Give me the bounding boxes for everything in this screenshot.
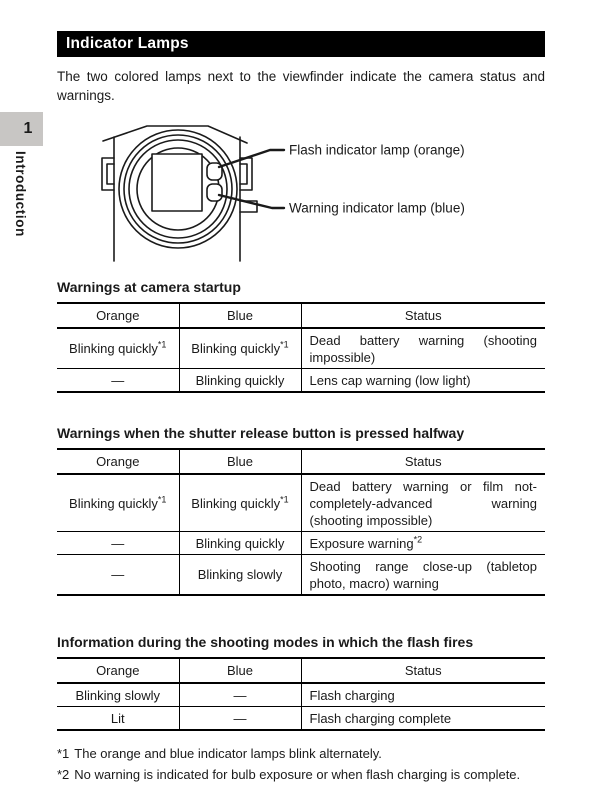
table-cell: Blinking quickly <box>179 369 301 393</box>
footnote-text: The orange and blue indicator lamps blink alternately. <box>74 746 382 761</box>
table-title-flash-modes: Information during the shooting modes in which the flash fires <box>57 634 474 650</box>
footnotes <box>57 744 545 784</box>
table-warnings-startup <box>57 302 545 393</box>
table-cell: Lit <box>57 707 179 731</box>
right-strap-lug <box>240 158 252 190</box>
table-header-row <box>57 303 545 328</box>
table-row <box>57 474 545 532</box>
table-cell: Dead battery warning or film not-completely-advanced warning (shooting impossible) <box>301 474 545 532</box>
column-header-status: Status <box>301 449 545 474</box>
table-row <box>57 369 545 393</box>
table-cell: Blinking quickly$^{*1}$ <box>69 339 167 356</box>
table-cell: Blinking slowly <box>179 555 301 596</box>
intro-paragraph: The two colored lamps next to the viewfinder indicate the camera status and warnings. <box>57 69 545 103</box>
table-cell: Flash charging complete <box>301 707 545 731</box>
table-cell: Blinking quickly$^{*1}$ <box>179 474 301 532</box>
column-header-status: Status <box>301 303 545 328</box>
table-flash-info <box>57 657 545 731</box>
chapter-number: 1 <box>23 120 33 137</box>
table-cell: Shooting range close-up (tabletop photo, macro) warning <box>301 555 545 596</box>
table-cell: Dead battery warning (shooting impossible) <box>301 328 545 369</box>
column-header-orange: Orange <box>57 658 179 683</box>
column-header-status: Status <box>301 658 545 683</box>
table-header-row <box>57 449 545 474</box>
table-row <box>57 683 545 707</box>
table-cell: — <box>57 532 179 555</box>
camera-diagram-figure <box>57 111 545 273</box>
table-row <box>57 532 545 555</box>
table-row <box>57 555 545 596</box>
table-cell: — <box>57 555 179 596</box>
table-cell: Blinking quickly$^{*1}$ <box>69 494 167 511</box>
table-cell: — <box>179 683 301 707</box>
footnote-text: No warning is indicated for bulb exposure or when flash charging is complete. <box>74 767 521 782</box>
left-strap-lug <box>102 158 114 190</box>
table-title-startup: Warnings at camera startup <box>57 279 241 295</box>
footnote-1 <box>57 744 545 763</box>
table-cell: Blinking quickly$^{*1}$ <box>179 328 301 369</box>
table-row <box>57 707 545 731</box>
table-cell: — <box>57 369 179 393</box>
column-header-orange: Orange <box>57 303 179 328</box>
table-cell: Exposure warning$^{*2}$ <box>301 532 545 555</box>
table-cell: Blinking quickly <box>179 532 301 555</box>
table-cell: Lens cap warning (low light) <box>301 369 545 393</box>
warning-indicator-lamp-shape <box>207 184 222 201</box>
table-cell: — <box>179 707 301 731</box>
column-header-blue: Blue <box>179 449 301 474</box>
column-header-blue: Blue <box>179 303 301 328</box>
table-cell: Blinking slowly <box>75 687 161 703</box>
chapter-title-vertical: Introduction <box>13 151 28 237</box>
table-title-halfway: Warnings when the shutter release button is pressed halfway <box>57 425 465 441</box>
footnote-marker: *1 <box>57 746 70 761</box>
column-header-orange: Orange <box>57 449 179 474</box>
diagram-label-flash-lamp: Flash indicator lamp (orange) <box>289 142 465 158</box>
viewfinder-window <box>152 154 202 211</box>
column-header-blue: Blue <box>179 658 301 683</box>
table-header-row <box>57 658 545 683</box>
table-cell: Flash charging <box>301 683 545 707</box>
chapter-number-tab <box>0 112 43 146</box>
table-warnings-halfway <box>57 448 545 596</box>
diagram-label-warning-lamp: Warning indicator lamp (blue) <box>289 200 465 216</box>
camera-diagram <box>57 111 545 271</box>
page-title: Indicator Lamps <box>66 35 189 52</box>
footnote-2 <box>57 765 545 784</box>
page-content <box>57 31 545 786</box>
section-title-bar <box>57 31 545 57</box>
table-row <box>57 328 545 369</box>
footnote-marker: *2 <box>57 767 70 782</box>
